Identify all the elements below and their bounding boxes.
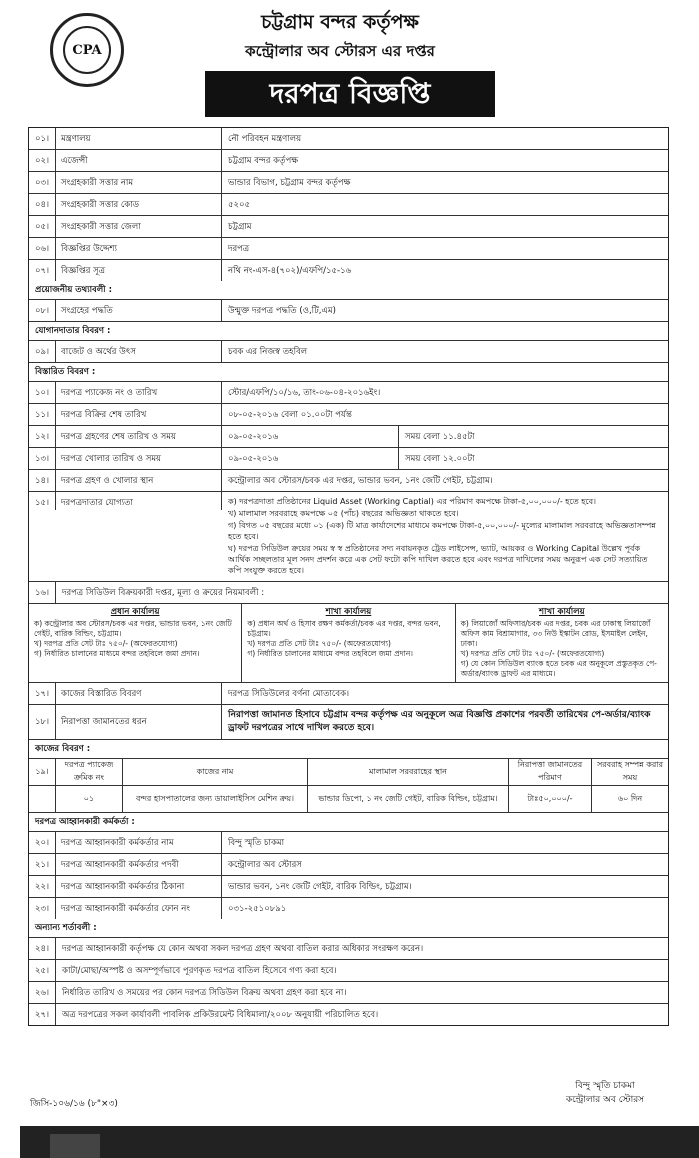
footer-shape bbox=[50, 1134, 100, 1158]
office-line: ক) প্রধান অর্থ ও হিসাব রক্ষণ কর্মকর্তা/চবক এর দপ্তর, বন্দর ভবন, চট্টগ্রাম। bbox=[247, 619, 441, 638]
logo-text: CPA bbox=[63, 26, 111, 74]
table-row: ০২। এজেন্সী চট্টগ্রাম বন্দর কর্তৃপক্ষ bbox=[29, 150, 668, 172]
office-name: কন্ট্রোলার অব স্টোরস এর দপ্তর bbox=[245, 42, 435, 60]
table-row: ০৩। সংগ্রহকারী সত্তার নাম ভান্ডার বিভাগ, চট্টগ্রাম বন্দর কর্তৃপক্ষ bbox=[29, 172, 668, 194]
table-row: ১২। দরপত্র গ্রহণের শেষ তারিখ ও সময় ০৯-০৫-২০১৬ সময় বেলা ১১.৪৫টা bbox=[29, 426, 668, 448]
table-row: ১৩। দরপত্র খোলার তারিখ ও সময় ০৯-০৫-২০১৬ সময় বেলা ১২.০০টা bbox=[29, 448, 668, 470]
table-row: ২৩। দরপত্র আহ্বানকারী কর্মকর্তার ফোন নং ০৩১-২৫১০৮৯১ bbox=[29, 898, 668, 919]
organization-name: চট্টগ্রাম বন্দর কর্তৃপক্ষ bbox=[261, 11, 419, 33]
notice-table bbox=[28, 127, 669, 1026]
qualification-list bbox=[222, 492, 668, 581]
section-heading: প্রয়োজনীয় তথ্যাবলী : bbox=[29, 281, 668, 300]
section-heading: কাজের বিবরণ : bbox=[29, 740, 668, 759]
notice-title-banner: দরপত্র বিজ্ঞপ্তি bbox=[205, 71, 495, 117]
office-title: প্রধান কার্যালয় bbox=[110, 607, 160, 617]
table-row: ০৯। বাজেট ও অর্থের উৎস চবক এর নিজস্ব তহবিল bbox=[29, 341, 668, 363]
table-row: ০৬। বিজ্ঞপ্তির উদ্দেশ্য দরপত্র bbox=[29, 238, 668, 260]
table-row: ২১। দরপত্র আহ্বানকারী কর্মকর্তার পদবী কন্ট্রোলার অব স্টোরস bbox=[29, 854, 668, 876]
office-title: শাখা কার্যালয় bbox=[325, 607, 372, 617]
work-table-row: ০১ বন্দর হাসপাতালের জন্য ডায়ালাইসিস মেশিন ক্রয়। ভান্ডার ডিপো, ১ নং জেটি গেইট, বারিক বিল্ডিং, চট্টগ্রাম। টাঃ৫০,০০০/- ৬০ দিন bbox=[29, 786, 668, 812]
header bbox=[0, 0, 699, 122]
table-row: ০৭। বিজ্ঞপ্তির সূত্র নথি নং-এস-৪(৭০২)/এফপি/১৫-১৬ bbox=[29, 260, 668, 281]
office-line: গ) যে কোন সিডিউল ব্যাংক হতে চবক এর অনুকূলে প্রস্তুতকৃত পে-অর্ডার/ব্যাংক ড্রাফট এর মাধ্যমে। bbox=[460, 659, 657, 678]
office-title: শাখা কার্যালয় bbox=[539, 607, 585, 617]
signatory-title: কন্ট্রোলার অব স্টোরস bbox=[565, 1095, 645, 1105]
qualification-item: গ) বিগত ০৫ বছরের মধ্যে ০১ (এক) টি মাত্র কার্যাদেশের মাধ্যমে কমপক্ষে টাকা-৫,০০,০০০/- মূল্যের মালামাল সরবরাহে অভিজ্ঞতাসম্পন্ন হতে হবে। bbox=[228, 521, 656, 541]
office-column bbox=[29, 604, 242, 682]
table-row: ২২। দরপত্র আহ্বানকারী কর্মকর্তার ঠিকানা ভান্ডার ভবন, ১নং জেটি গেইট, বারিক বিল্ডিং, চট্টগ্রাম। bbox=[29, 876, 668, 898]
work-table bbox=[29, 759, 668, 813]
signatory-name: বিন্দু স্মৃতি চাকমা bbox=[575, 1081, 635, 1091]
qualification-item: ঘ) দরপত্র সিডিউল ক্রয়ের সময় স্ব স্ব প্রতিষ্ঠানের সদ্য নবায়নকৃত ট্রেড লাইসেন্স, ভ্যাট, আয়কর ও Working Capital উল্লেখ পূর্বক আর্থিক সচ্ছলতার মূল সনদ প্রদর্শন করে এক সেট ফটো কপি দাখিল করতে হবে এবং দরপত্র দাখিলের সময় অনুরূপ এক সেট সত্যায়িত কপি সংযুক্ত করতে হবে। bbox=[228, 544, 648, 575]
qualification-item: খ) মালামাল সরবরাহে কমপক্ষে ০৫ (পাঁচ) বছরের অভিজ্ঞতা থাকতে হবে। bbox=[228, 509, 459, 518]
office-column bbox=[242, 604, 455, 682]
section-heading: যোগানদাতার বিবরণ : bbox=[29, 322, 668, 341]
signature-block bbox=[520, 1079, 690, 1107]
office-line: ক) লিয়াজোঁ অফিসার/চবক এর দপ্তর, চবক এর ঢাকাস্থ লিয়াজোঁ অফিস কাম বিশ্রামাগার, ৩৩ নিউ ইস্কাটন রোড, ইসমাইল লেইন, ঢাকা। bbox=[460, 619, 651, 648]
office-line: গ) নির্ধারিত চালানের মাধ্যমে বন্দর তহবিলে জমা প্রদান। bbox=[34, 649, 200, 658]
table-row: ১৬। দরপত্র সিডিউল বিক্রয়কারী দপ্তর, মূল্য ও ক্রয়ের নিয়মাবলী : bbox=[29, 582, 668, 604]
footer-bar bbox=[20, 1126, 699, 1158]
sales-offices bbox=[29, 604, 668, 683]
section-heading: বিস্তারিত বিবরণ : bbox=[29, 363, 668, 382]
section-heading: অন্যান্য শর্তাবলী : bbox=[29, 919, 668, 938]
work-table-header: ১৯। দরপত্র প্যাকেজ ক্রমিক নং কাজের নাম মালামাল সরবরাহের স্থান নিরাপত্তা জামানতের পরিমাণ সরবরাহ সম্পন্ন করার সময় bbox=[29, 759, 668, 786]
qualification-item: ক) দরপত্রদাতা প্রতিষ্ঠানের Liquid Asset (Working Captial) এর পরিমাণ কমপক্ষে টাকা-৫,০০,০০০/- হতে হবে। bbox=[228, 497, 596, 506]
office-line: খ) দরপত্র প্রতি সেট টাঃ ৭৫০/- (অফেরতযোগ্য) bbox=[34, 639, 178, 648]
notice-reference: জিসি-১০৬/১৬ (৮"×৩) bbox=[30, 1099, 118, 1109]
port-authority-logo bbox=[50, 13, 124, 87]
table-row: ২৫। কাটা/মোছা/অস্পষ্ট ও অসম্পূর্ণভাবে পূরণকৃত দরপত্র বাতিল হিসেবে গণ্য করা হবে। bbox=[29, 960, 668, 982]
table-row: ০৫। সংগ্রহকারী সত্তার জেলা চট্টগ্রাম bbox=[29, 216, 668, 238]
section-heading: দরপত্র আহ্বানকারী কর্মকর্তা : bbox=[29, 813, 668, 832]
table-row: ১৪। দরপত্র গ্রহণ ও খোলার স্থান কন্ট্রোলার অব স্টোরস/চবক এর দপ্তর, ভান্ডার ভবন, ১নং জেটি গেইট, চট্টগ্রাম। bbox=[29, 470, 668, 492]
table-row: ০৮। সংগ্রহের পদ্ধতি উন্মুক্ত দরপত্র পদ্ধতি (ও,টি,এম) bbox=[29, 300, 668, 322]
table-row: ২৬। নির্ধারিত তারিখ ও সময়ের পর কোন দরপত্র সিডিউল বিক্রয় অথবা গ্রহণ করা হবে না। bbox=[29, 982, 668, 1004]
office-column bbox=[456, 604, 668, 682]
table-row: ১০। দরপত্র প্যাকেজ নং ও তারিখ স্টোর/এফপি/১০/১৬, তাং-০৬-০৪-২০১৬ইং। bbox=[29, 382, 668, 404]
table-row: ২০। দরপত্র আহ্বানকারী কর্মকর্তার নাম বিন্দু স্মৃতি চাকমা bbox=[29, 832, 668, 854]
office-line: খ) দরপত্র প্রতি সেট টাঃ ৭৫০/- (অফেরতযোগ্য) bbox=[247, 639, 391, 648]
office-line: গ) নির্ধারিত চালানের মাধ্যমে বন্দর তহবিলে জমা প্রদান। bbox=[247, 649, 413, 658]
table-row: ১৭। কাজের বিস্তারিত বিবরণ দরপত্র সিডিউলের বর্ণনা মোতাবেক। bbox=[29, 683, 668, 705]
table-row: ১৫। দরপত্রদাতার যোগ্যতা ক) দরপত্রদাতা প্রতিষ্ঠানের Liquid Asset (Working Captial) এর পরিমাণ কমপক্ষে টাকা-৫,০০,০০০/- হতে হবে। খ) মালামাল সরবরাহে কমপক্ষে ০৫ (পাঁচ) বছরের অভিজ্ঞতা থাকতে হবে। গ) বিগত ০৫ বছরের মধ্যে ০১ (এক) টি মাত্র কার্যাদেশের মাধ্যমে কমপক্ষে টাকা-৫,০০,০০০/- মূল্যের মালামাল সরবরাহে অভিজ্ঞতাসম্পন্ন হতে হবে। ঘ) দরপত্র সিডিউল ক্রয়ের সময় স্ব স্ব প্রতিষ্ঠানের সদ্য নবায়নকৃত ট্রেড লাইসেন্স, ভ্যাট, আয়কর ও Working Capital উল্লেখ পূর্বক আর্থিক সচ্ছলতার মূল সনদ প্রদর্শন করে এক সেট ফটো কপি দাখিল করতে হবে এবং দরপত্র দাখিলের সময় অনুরূপ এক সেট সত্যায়িত কপি সংযুক্ত করতে হবে। bbox=[29, 492, 668, 582]
table-row: ০১। মন্ত্রণালয় নৌ পরিবহন মন্ত্রণালয় bbox=[29, 128, 668, 150]
office-line: ক) কন্ট্রোলার অব স্টোরস/চবক এর দপ্তর, ভান্ডার ভবন, ১নং জেটি গেইট, বারিক বিল্ডিং, চট্টগ্রাম। bbox=[34, 619, 232, 638]
table-row: ১৮। নিরাপত্তা জামানতের ধরন নিরাপত্তা জামানত হিসাবে চট্টগ্রাম বন্দর কর্তৃপক্ষ এর অনুকূলে অত্র বিজ্ঞপ্তি প্রকাশের পরবর্তী তারিখের পে-অর্ডার/ব্যাংক ড্রাফট দরপত্রের সাথে দাখিল করতে হবে। bbox=[29, 705, 668, 740]
table-row: ২৭। অত্র দরপত্রের সকল কার্যাবলী পাবলিক প্রকিউরমেন্ট বিধিমালা/২০০৮ অনুযায়ী পরিচালিত হবে। bbox=[29, 1004, 668, 1025]
table-row: ১১। দরপত্র বিক্রির শেষ তারিখ ০৮-০৫-২০১৬ বেলা ০১.০০টা পর্যন্ত bbox=[29, 404, 668, 426]
table-row: ০৪। সংগ্রহকারী সত্তার কোড ৫২০৫ bbox=[29, 194, 668, 216]
table-row: ২৪। দরপত্র আহ্বানকারী কর্তৃপক্ষ যে কোন অথবা সকল দরপত্র গ্রহণ অথবা বাতিল করার অধিকার সংরক্ষণ করেন। bbox=[29, 938, 668, 960]
office-line: খ) দরপত্র প্রতি সেট টাঃ ৭৫০/- (অফেরতযোগ্য) bbox=[460, 649, 605, 658]
